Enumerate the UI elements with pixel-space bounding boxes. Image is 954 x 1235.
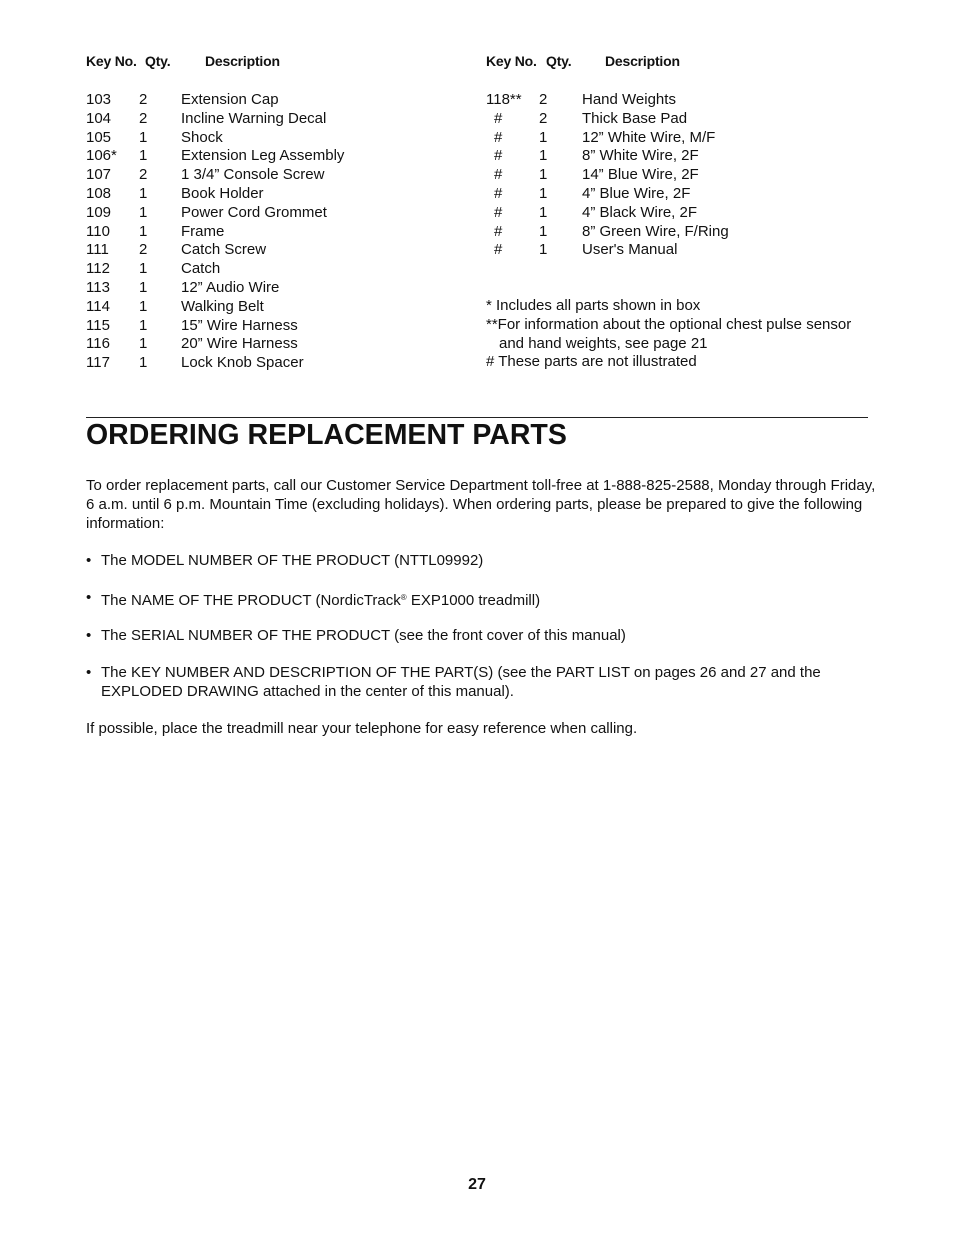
part-row [486,185,886,204]
part-quantity: 1 [139,184,148,202]
part-quantity: 1 [139,222,148,240]
part-description: Extension Cap [181,91,279,108]
section-title: ORDERING REPLACEMENT PARTS [86,419,567,451]
parts-notes [486,297,886,372]
qty-header: Qty. [546,53,572,69]
part-quantity: 2 [539,91,548,108]
part-row [486,147,886,166]
part-row [486,110,886,129]
section-divider [86,417,868,418]
part-key-number: 104 [86,109,112,127]
part-quantity: 1 [539,222,548,240]
intro-paragraph: To order replacement parts, call our Customer Service Department toll-free at 1-888-825-2588, Monday through Friday, 6 a.m. until 6 p.m. Mountain Time (excluding holidays). When ordering parts, please be prepared to give the following information: [86,477,876,532]
part-description: Walking Belt [181,297,264,315]
registered-mark: ® [400,593,407,602]
part-description: 8” White Wire, 2F [582,147,699,165]
part-key-number: 110 [86,222,110,240]
part-description: Extension Leg Assembly [181,147,345,165]
part-quantity: 1 [139,260,148,278]
part-key-number: # [494,109,503,127]
bullet-marker: • [86,627,92,644]
part-description: 20” Wire Harness [181,335,298,353]
part-row [86,91,466,110]
parts-list-left [86,91,466,373]
part-description: Power Cord Grommet [181,203,327,221]
part-row [86,241,466,260]
part-quantity: 2 [139,241,148,259]
part-row [86,223,466,242]
part-description: Frame [181,222,225,240]
part-row [86,354,466,373]
part-quantity: 1 [139,147,148,165]
part-quantity: 1 [539,203,548,221]
part-quantity: 1 [139,128,148,146]
part-row [86,110,466,129]
part-quantity: 1 [539,166,548,184]
part-description: Shock [181,128,223,146]
part-quantity: 1 [139,335,148,353]
part-row [486,204,886,223]
part-description: 8” Green Wire, F/Ring [582,222,729,240]
part-key-number: 113 [86,278,110,296]
part-row [86,335,466,354]
part-description: 15” Wire Harness [181,316,298,334]
part-row [486,129,886,148]
part-description: Hand Weights [582,91,676,108]
part-row [86,166,466,185]
part-description: 4” Blue Wire, 2F [582,184,691,202]
product-name-prefix: The NAME OF THE PRODUCT (NordicTrack [101,592,401,609]
bullet-marker: • [86,589,92,606]
part-key-number: 106* [86,147,117,165]
bullet-marker: • [86,664,92,681]
note-includes: * Includes all parts shown in box [486,297,701,314]
part-row [86,298,466,317]
part-description: Incline Warning Decal [181,109,327,127]
part-row [486,166,886,185]
part-key-number: # [494,147,503,165]
note-chest-pulse: **For information about the optional chest pulse sensor [486,315,852,333]
part-description: 4” Black Wire, 2F [582,203,698,221]
part-description: 12” Audio Wire [181,278,280,296]
part-quantity: 2 [139,91,148,108]
part-row [486,91,886,110]
part-key-number: 115 [86,316,110,334]
bullet-text [101,589,871,611]
bullet-text: The KEY NUMBER AND DESCRIPTION OF THE PART(S) (see the PART LIST on pages 26 and 27 and the EXPLODED DRAWING attached in the center of this manual). [101,664,821,700]
part-quantity: 1 [539,147,548,165]
part-row [486,241,886,260]
part-description: Book Holder [181,184,264,202]
part-quantity: 1 [539,184,548,202]
part-key-number: # [494,203,503,221]
part-quantity: 1 [139,316,148,334]
part-key-number: 118** [486,91,522,108]
part-quantity: 1 [539,128,548,146]
part-key-number: # [494,241,503,259]
part-quantity: 1 [139,354,148,372]
note-chest-pulse-cont: and hand weights, see page 21 [499,334,708,352]
part-quantity: 2 [139,166,148,184]
key-no-header: Key No. [486,53,537,69]
part-description: User's Manual [582,241,678,259]
part-key-number: 109 [86,203,112,221]
part-quantity: 1 [139,297,148,315]
part-key-number: # [494,128,503,146]
part-key-number: 107 [86,166,112,184]
part-quantity: 1 [539,241,548,259]
part-quantity: 1 [139,278,148,296]
part-quantity: 1 [139,203,148,221]
description-header: Description [205,53,280,69]
part-key-number: 103 [86,91,112,108]
part-key-number: 111 [86,241,109,259]
part-description: Thick Base Pad [582,109,688,127]
part-description: Lock Knob Spacer [181,354,304,372]
bullet-text: The SERIAL NUMBER OF THE PRODUCT (see the front cover of this manual) [101,627,626,644]
part-row [86,204,466,223]
part-key-number: 114 [86,297,110,315]
part-key-number: 117 [86,354,110,372]
bullet-marker: • [86,552,92,569]
part-key-number: # [494,184,503,202]
part-key-number: # [494,222,503,240]
part-key-number: # [494,166,503,184]
part-quantity: 2 [139,109,148,127]
part-row [86,147,466,166]
part-row [486,223,886,242]
part-row [86,185,466,204]
part-row [86,279,466,298]
part-key-number: 105 [86,128,112,146]
part-key-number: 116 [86,335,110,353]
part-description: 14” Blue Wire, 2F [582,166,699,184]
part-description: Catch [181,260,221,278]
parts-list-right [486,91,886,260]
part-description: 1 3/4” Console Screw [181,166,325,184]
part-description: 12” White Wire, M/F [582,128,716,146]
part-key-number: 112 [86,260,110,278]
key-no-header: Key No. [86,53,137,69]
closing-paragraph: If possible, place the treadmill near your telephone for easy reference when calling. [86,720,638,737]
part-row [86,129,466,148]
description-header: Description [605,53,680,69]
part-quantity: 2 [539,109,548,127]
page-number: 27 [468,1176,486,1193]
note-not-illustrated: # These parts are not illustrated [486,353,697,371]
bullet-text: The MODEL NUMBER OF THE PRODUCT (NTTL09992) [101,552,484,569]
part-row [86,317,466,336]
part-description: Catch Screw [181,241,267,259]
product-name-suffix: EXP1000 treadmill) [406,592,541,609]
part-row [86,260,466,279]
part-key-number: 108 [86,184,112,202]
qty-header: Qty. [145,53,171,69]
